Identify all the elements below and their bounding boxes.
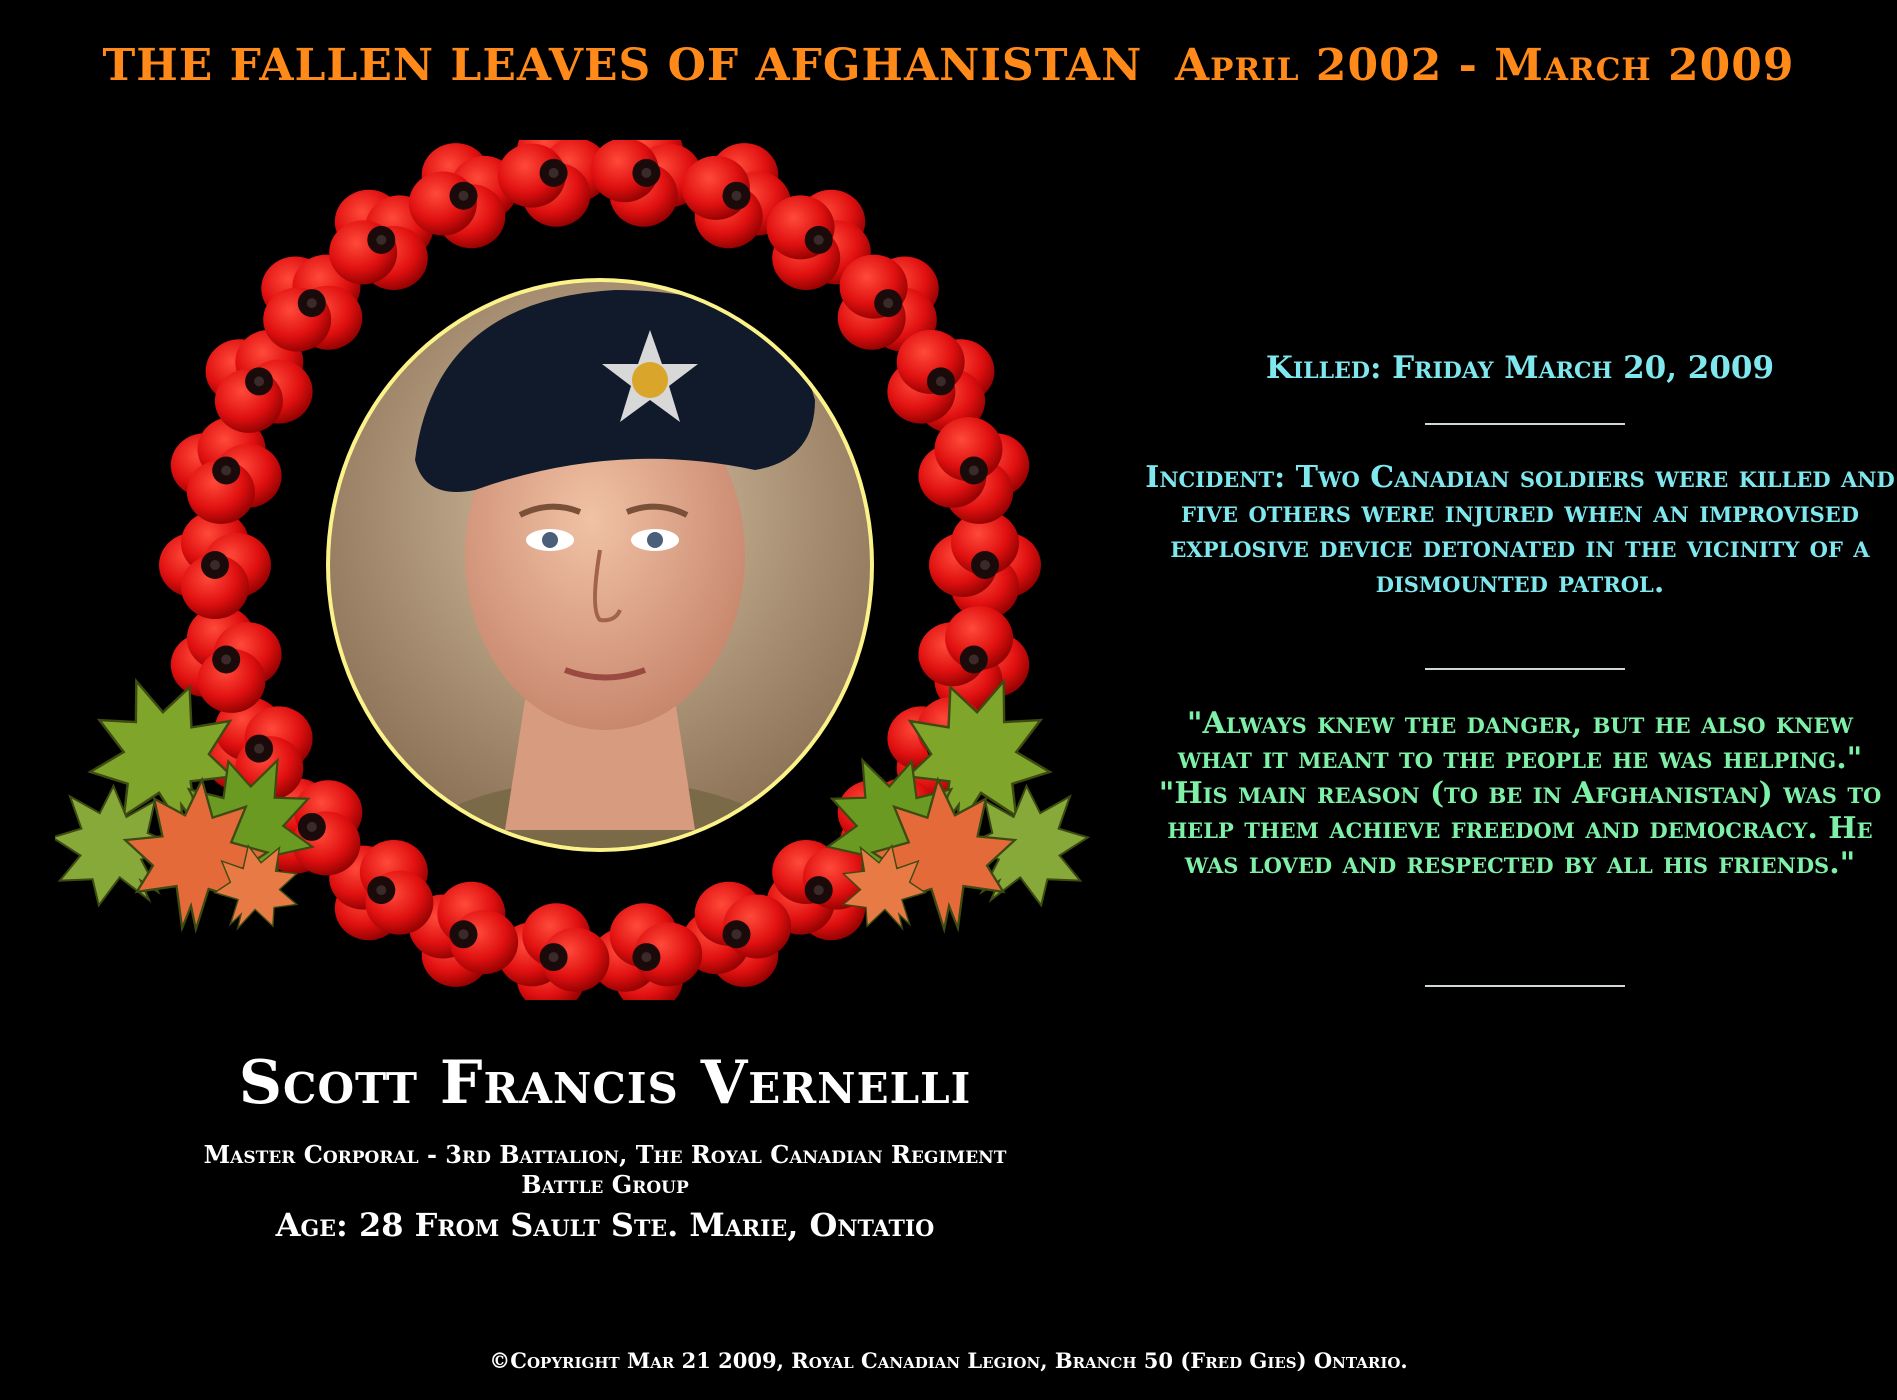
divider-1 [1425,423,1625,425]
divider-3 [1425,985,1625,987]
poppy-flower [498,140,610,227]
divider-2 [1425,668,1625,670]
poppy-flower [887,330,994,433]
poppy-flower [929,511,1041,619]
incident-description: Incident: Two Canadian soldiers were killed and five others were injured when an improvised explosive device detonated in the vicinity of a dismounted patrol. [1145,460,1895,600]
poppy-flower [159,511,271,619]
soldier-name: Scott Francis Vernelli [238,1048,972,1118]
tribute-quote: "Always knew the danger, but he also knew what it meant to the people he was helping." "His main reason (to be in Afghanistan) was to help them achieve freedom and democracy. He was loved and respected by all his friends." [1158,706,1882,881]
page-title [0,40,1897,91]
poppy-flower [918,606,1029,713]
poppy-wreath-graphic [55,140,1155,1000]
soldier-age-hometown: Age: 28 From Sault Ste. Marie, Ontatio [275,1206,935,1244]
maple-leaves-left [55,656,339,948]
soldier-unit: Battle Group [521,1170,689,1199]
maple-leaves-right [801,656,1118,948]
poppy-flower [171,417,282,524]
copyright-notice: ©Copyright Mar 21 2009, Royal Canadian Legion, Branch 50 (Fred Gies) Ontario. [489,1348,1408,1373]
soldier-rank: Master Corporal - 3rd Battalion, The Royal Canadian Regiment [203,1140,1007,1169]
soldier-portrait [326,278,874,900]
title-main: THE FALLEN LEAVES OF AFGHANISTAN [102,40,1143,91]
poppy-flower [918,417,1029,524]
killed-date: Killed: Friday March 20, 2009 [1265,350,1775,386]
title-date-range: April 2002 - March 2009 [1175,40,1795,91]
